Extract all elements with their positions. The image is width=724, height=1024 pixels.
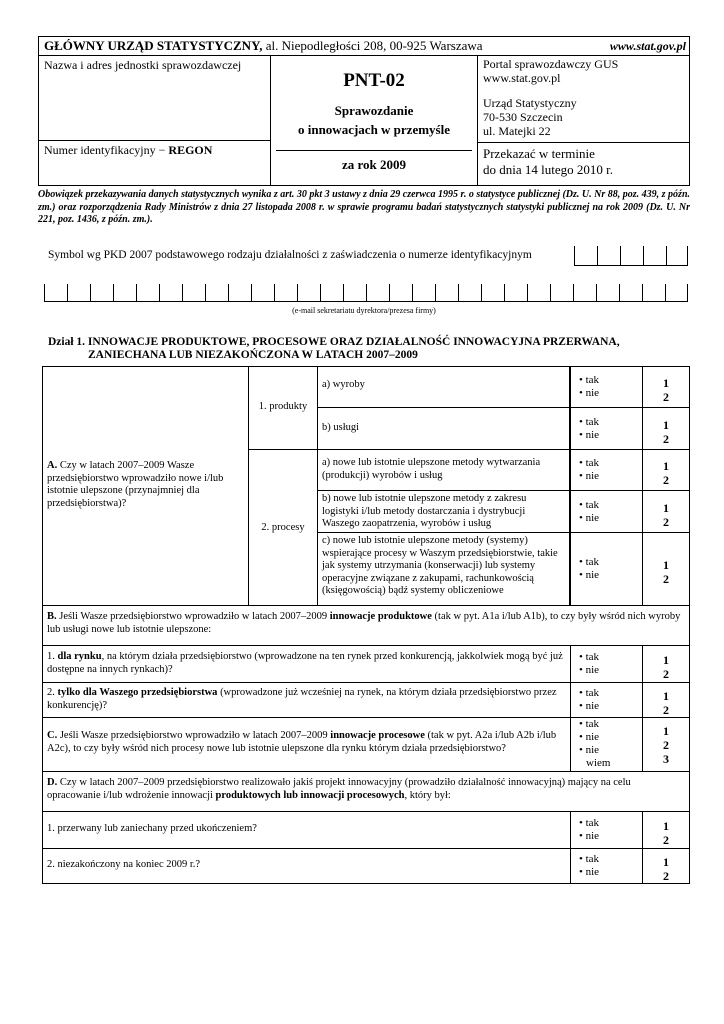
answer-options[interactable] (570, 449, 643, 491)
qD2: 2. niezakończony na koniec 2009 r.? (42, 848, 571, 884)
unit-label: Nazwa i adres jednostki sprawozdawczej (44, 58, 242, 72)
legal-note: Obowiązek przekazywania danych statystycznych wynika z art. 30 pkt 3 ustawy z dnia 29 czerwca 1995 r. o statystyce publicznej (Dz. U. Nr 88, poz. 439, z późn. zm.) oraz rozporządzenia Rady Ministrów z dnia 27 listopada 2008 r. w sprawie programu badań statystycznych statystyki publicznej na rok 2009 (Dz. U. Nr 221, poz. 1436, z późn. zm.). (38, 189, 690, 225)
header-office-line (44, 38, 504, 53)
qA-question: A. Czy w latach 2007–2009 Wasze przedsiębiorstwo wprowadziło nowe i/lub istotnie ulepszone (przynajmniej dla przedsiębiorstwa)? (42, 366, 249, 606)
answer-codes: 1 2 (642, 490, 690, 533)
answer-options[interactable] (570, 490, 643, 533)
option-nie[interactable]: • nie (579, 700, 600, 712)
section-title: Dział 1. INNOWACJE PRODUKTOWE, PROCESOWE ORAZ DZIAŁALNOŚĆ INNOWACYJNA PRZERWANA, ZANIECHANA LUB NIEZAKOŃCZONA W LATACH 2007–2009 (48, 336, 620, 361)
qA-products: 1. produkty (248, 366, 318, 450)
option-tak[interactable]: • tak (579, 457, 600, 469)
qB1: 1. dla rynku, na którym działa przedsiębiorstwo (wprowadzone na ten rynek przed konkurencją, jakkolwiek mogą być już dostępne na innych rynkach)? (42, 645, 571, 683)
form-title-1: Sprawozdanie (334, 103, 414, 118)
unit-box[interactable] (38, 55, 271, 141)
portal-link[interactable]: www.stat.gov.pl (483, 71, 561, 85)
option-nie[interactable]: • nie (579, 470, 600, 482)
answer-codes: 1 2 (642, 449, 690, 491)
option-nie[interactable]: • nie (579, 429, 600, 441)
option-tak[interactable]: • tak (579, 416, 600, 428)
qD1: 1. przerwany lub zaniechany przed ukończeniem? (42, 811, 571, 849)
option-tak[interactable]: • tak (579, 817, 600, 829)
qD-question: D. Czy w latach 2007–2009 przedsiębiorstwo realizowało jakiś projekt innowacyjny (prowadziło działalność innowacyjną) mający na celu opracowanie i/lub wdrożenie innowacji produktowych lub innowacji procesowych, który był: (42, 771, 690, 812)
email-label: (e-mail sekretariatu dyrektora/prezesa firmy) (292, 306, 436, 315)
qA1b: b) usługi (317, 407, 570, 450)
website-link[interactable]: www.stat.gov.pl (609, 39, 686, 53)
option-tak[interactable]: • tak (579, 687, 600, 699)
answer-codes: 1 2 (642, 848, 690, 884)
answer-codes: 1 2 (642, 645, 690, 683)
report-year: za rok 2009 (341, 157, 407, 172)
qA2a: a) nowe lub istotnie ulepszone metody wytwarzania (produkcji) wyrobów i usług (317, 449, 570, 491)
form-code: PNT-02 (343, 70, 405, 91)
answer-codes: 1 2 (642, 407, 690, 450)
answer-codes: 1 2 (642, 366, 690, 408)
answer-options[interactable] (570, 645, 643, 683)
qA1a: a) wyroby (317, 366, 570, 408)
office-name: GŁÓWNY URZĄD STATYSTYCZNY, (44, 38, 263, 53)
office-address: al. Niepodległości 208, 00-925 Warszawa (262, 38, 483, 53)
answer-codes: 1 2 (642, 811, 690, 849)
qC-answers[interactable]: • tak • nie • nie wiem (570, 717, 643, 772)
option-nie[interactable]: • nie (579, 866, 600, 878)
email-input[interactable] (44, 284, 688, 302)
deadline-divider (477, 142, 690, 143)
qA-processes: 2. procesy (248, 449, 318, 606)
qB2: 2. tylko dla Waszego przedsiębiorstwa (wprowadzone już wcześniej na rynek, na którym działa przedsiębiorstwo przez konkurencję)? (42, 682, 571, 718)
option-tak[interactable]: • tak (579, 374, 600, 386)
option-nie[interactable]: • nie (579, 664, 600, 676)
answer-options[interactable] (570, 366, 643, 408)
qC-codes: 1 2 3 (642, 717, 690, 772)
qC-question: C. Jeśli Wasze przedsiębiorstwo wprowadziło w latach 2007–2009 innowacje procesowe (tak w pyt. A2a i/lub A2b i/lub A2c), to czy były wśród nich procesy nowe lub istotnie ulepszone dla rynku którym działa przedsiębiorstwo? (42, 717, 571, 772)
option-tak[interactable]: • tak (579, 556, 600, 568)
option-nie[interactable]: • nie (579, 830, 600, 842)
qB-question: B. Jeśli Wasze przedsiębiorstwo wprowadziło w latach 2007–2009 innowacje produktowe (tak w pyt. A1a i/lub A1b), to czy były wśród nich wyroby lub usługi nowe lub istotnie ulepszone: (42, 605, 690, 646)
option-nie[interactable]: • nie (579, 569, 600, 581)
option-nie[interactable]: • nie (579, 512, 600, 524)
deadline-info: Przekazać w terminie do dnia 14 lutego 2010 r. (483, 146, 613, 177)
answer-options[interactable] (570, 682, 643, 718)
regon-label: Numer identyfikacyjny − REGON (44, 143, 213, 157)
answer-options[interactable] (570, 848, 643, 884)
pkd-code-input[interactable] (574, 246, 688, 266)
option-tak[interactable]: • tak (579, 853, 600, 865)
regon-box[interactable] (38, 141, 271, 186)
option-tak[interactable]: • tak (579, 499, 600, 511)
title-underline (276, 150, 472, 151)
portal-info: Portal sprawozdawczy GUS www.stat.gov.pl (483, 57, 683, 85)
option-nie[interactable]: • nie (579, 387, 600, 399)
answer-codes: 1 2 (642, 682, 690, 718)
qA2c: c) nowe lub istotnie ulepszone metody (systemy) wspierające procesy w Waszym przedsiębiorstwie, takie jak systemy utrzymania (konserwacji) lub systemy operacyjne związane z zakupami, rachunkowością (księgowością) bądź systemy obliczeniowe (317, 532, 570, 606)
answer-options[interactable] (570, 407, 643, 450)
qA2b: b) nowe lub istotnie ulepszone metody z zakresu logistyki i/lub metody dostarczania i dystrybucji Waszego zaopatrzenia, wyrobów i usług (317, 490, 570, 533)
answer-options[interactable] (570, 811, 643, 849)
right-col-divider (477, 55, 478, 186)
office2-info: Urząd Statystyczny 70-530 Szczecin ul. Matejki 22 (483, 96, 577, 138)
answer-codes: 1 2 (642, 532, 690, 606)
answer-options[interactable] (570, 532, 643, 606)
pkd-label: Symbol wg PKD 2007 podstawowego rodzaju działalności z zaświadczenia o numerze identyfikacyjnym (48, 249, 532, 261)
option-tak[interactable]: • tak (579, 651, 600, 663)
form-title-2: o innowacjach w przemyśle (297, 122, 450, 137)
